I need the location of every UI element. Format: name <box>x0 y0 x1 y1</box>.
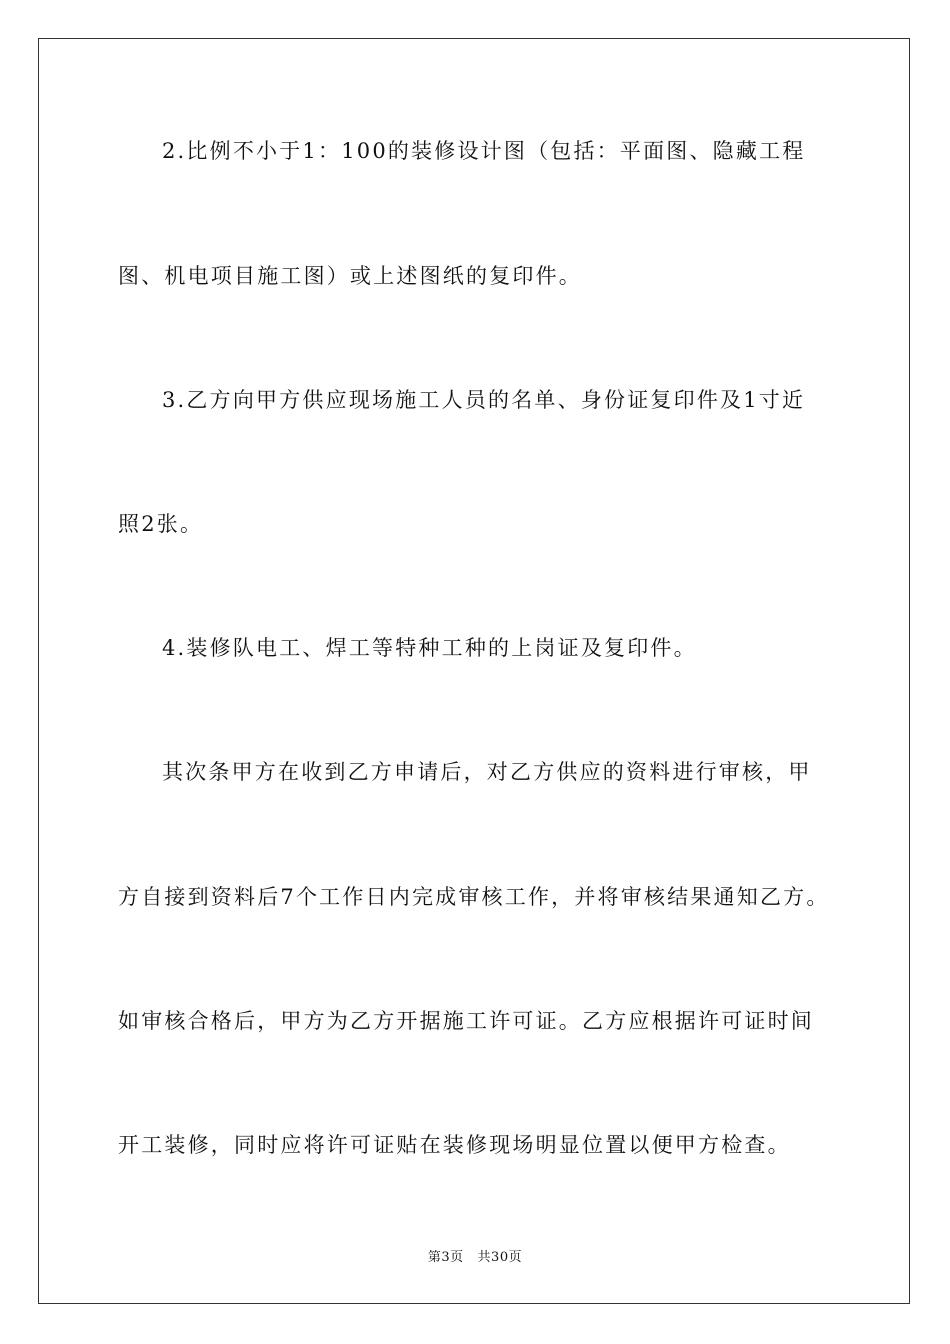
paragraph-5-line-3: 如审核合格后，甲方为乙方开据施工许可证。乙方应根据许可证时间 <box>118 1009 814 1033</box>
paragraph-2-line-2: 图、机电项目施工图）或上述图纸的复印件。 <box>118 264 582 288</box>
paragraph-5-line-4: 开工装修，同时应将许可证贴在装修现场明显位置以便甲方检查。 <box>118 1133 791 1157</box>
paragraph-2-line-1: 2.比例不小于1：100的装修设计图（包括：平面图、隐藏工程 <box>162 139 806 163</box>
paragraph-5-line-1: 其次条甲方在收到乙方申请后，对乙方供应的资料进行审核，甲 <box>162 760 812 784</box>
paragraph-5-line-2: 方自接到资料后7个工作日内完成审核工作，并将审核结果通知乙方。 <box>118 885 830 909</box>
page-frame <box>38 38 910 1304</box>
paragraph-4-line-1: 4.装修队电工、焊工等特种工种的上岗证及复印件。 <box>162 636 697 660</box>
paragraph-3-line-1: 3.乙方向甲方供应现场施工人员的名单、身份证复印件及1寸近 <box>162 388 806 412</box>
page-number-footer: 第3页 共30页 <box>427 1250 523 1265</box>
paragraph-3-line-2: 照2张。 <box>118 512 204 536</box>
